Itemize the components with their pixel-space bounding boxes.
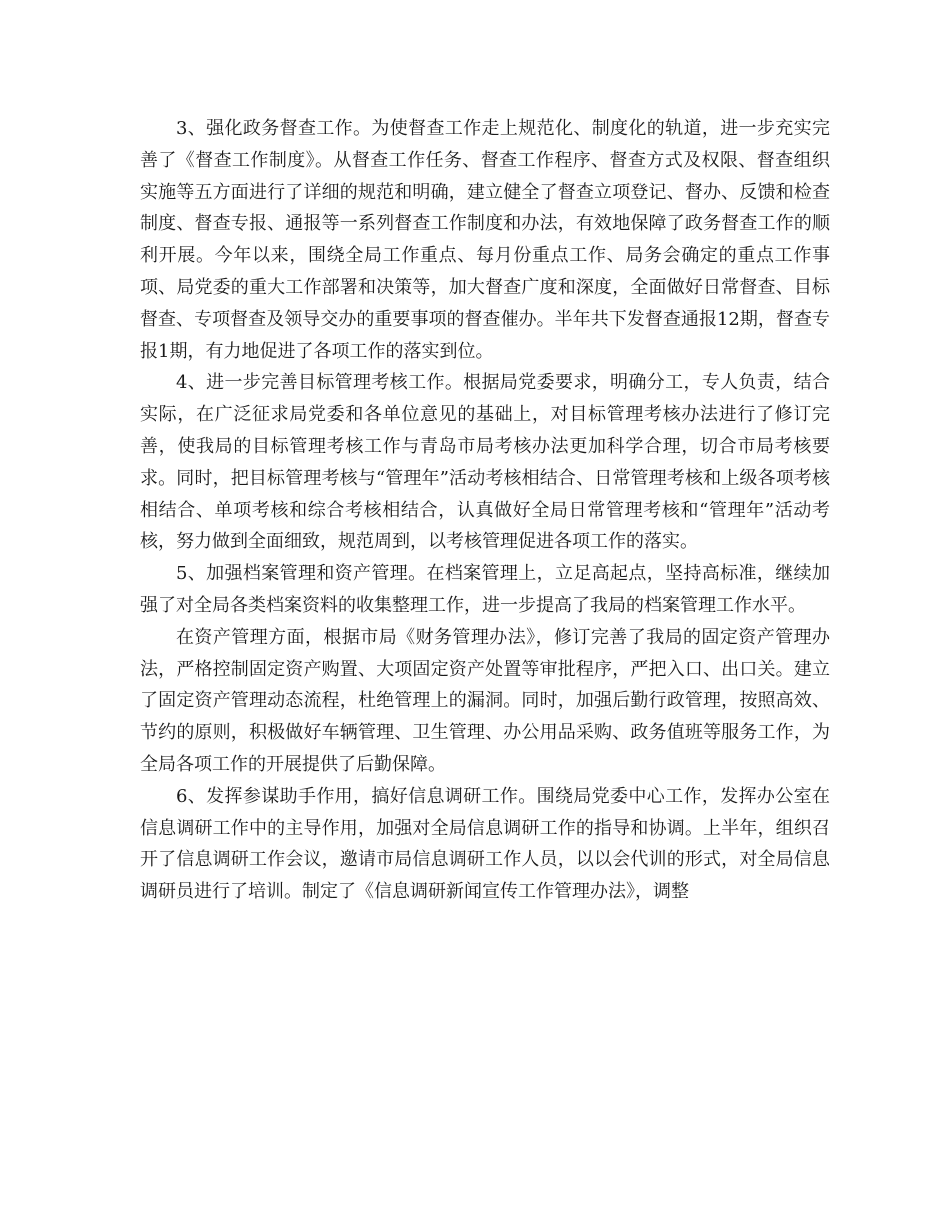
paragraph-supervision: 3、强化政务督查工作。为使督查工作走上规范化、制度化的轨道，进一步充实完善了《督查工作制度》。从督查工作任务、督查工作程序、督查方式及权限、督查组织实施等五方面进行了详细的规范和明确，建立健全了督查立项登记、督办、反馈和检查制度、督查专报、通报等一系列督查工作制度和办法，有效地保障了政务督查工作的顺利开展。今年以来，围绕全局工作重点、每月份重点工作、局务会确定的重点工作事项、局党委的重大工作部署和决策等，加大督查广度和深度，全面做好日常督查、目标督查、专项督查及领导交办的重要事项的督查催办。半年共下发督查通报12期，督查专报1期，有力地促进了各项工作的落实到位。	[140, 118, 830, 362]
paragraph-asset-management: 在资产管理方面，根据市局《财务管理办法》，修订完善了我局的固定资产管理办法，严格控制固定资产购置、大项固定资产处置等审批程序，严把入口、出口关。建立了固定资产管理动态流程，杜绝管理上的漏洞。同时，加强后勤行政管理，按照高效、节约的原则，积极做好车辆管理、卫生管理、办公用品采购、政务值班等服务工作，为全局各项工作的开展提供了后勤保障。	[140, 626, 830, 775]
paragraph-information-research: 6、发挥参谋助手作用，搞好信息调研工作。围绕局党委中心工作，发挥办公室在信息调研工作中的主导作用，加强对全局信息调研工作的指导和协调。上半年，组织召开了信息调研工作会议，邀请市局信息调研工作人员，以以会代训的形式，对全局信息调研员进行了培训。制定了《信息调研新闻宣传工作管理办法》，调整	[140, 785, 830, 903]
paragraph-archive-management: 5、加强档案管理和资产管理。在档案管理上，立足高起点，坚持高标准，继续加强了对全局各类档案资料的收集整理工作，进一步提高了我局的档案管理工作水平。	[140, 563, 830, 616]
paragraph-target-management: 4、进一步完善目标管理考核工作。根据局党委要求，明确分工，专人负责，结合实际，在广泛征求局党委和各单位意见的基础上，对目标管理考核办法进行了修订完善，使我局的目标管理考核工作与青岛市局考核办法更加科学合理，切合市局考核要求。同时，把目标管理考核与“管理年”活动考核相结合、日常管理考核和上级各项考核相结合、单项考核和综合考核相结合，认真做好全局日常管理考核和“管理年”活动考核，努力做到全面细致，规范周到，以考核管理促进各项工作的落实。	[140, 372, 830, 553]
document-body	[140, 113, 830, 908]
